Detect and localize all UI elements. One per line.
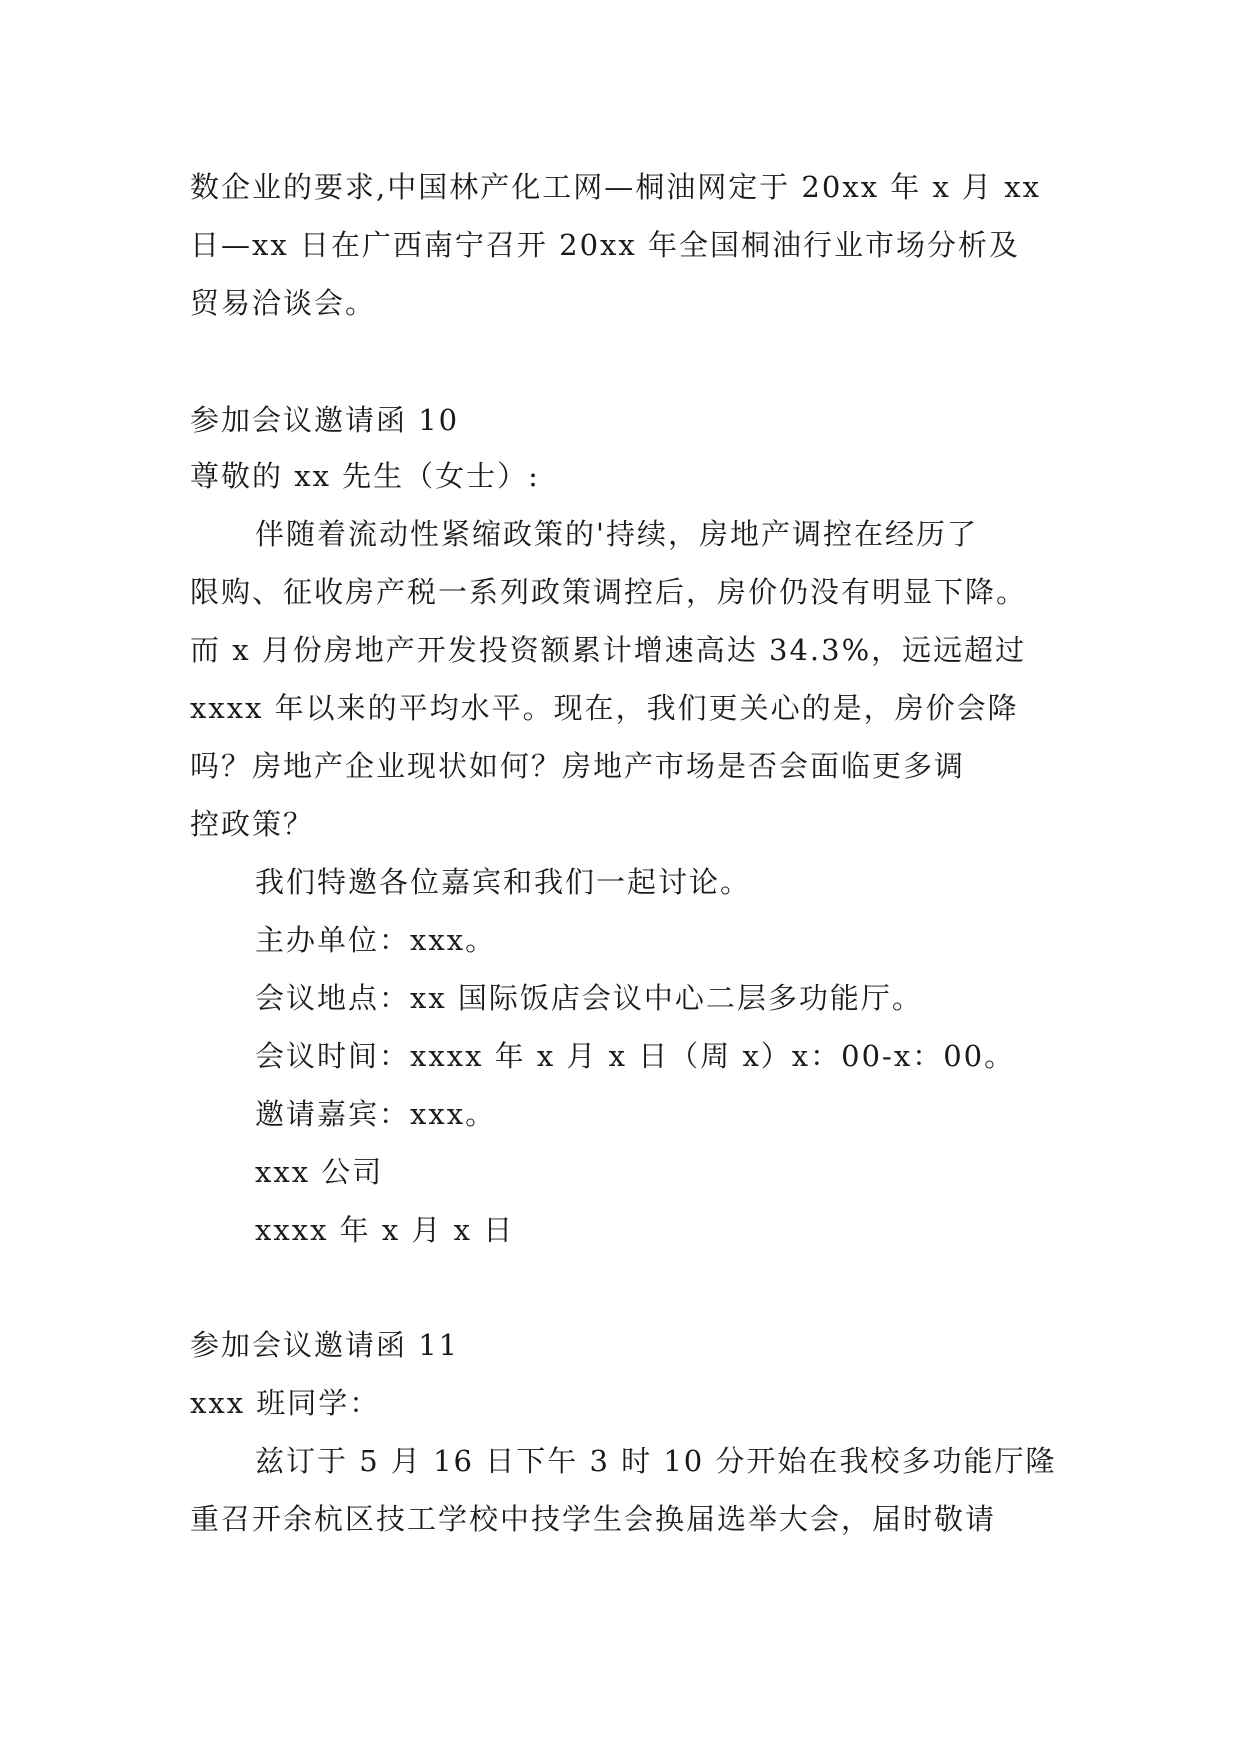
paragraph-line: 伴随着流动性紧缩政策的'持续，房地产调控在经历了 [255,517,978,551]
paragraph-line: xxxx 年以来的平均水平。现在，我们更关心的是，房价会降 [190,691,1019,725]
paragraph-line: 兹订于 5 月 16 日下午 3 时 10 分开始在我校多功能厅隆 [255,1444,1057,1478]
company-line: xxx 公司 [255,1155,384,1189]
paragraph-line: 限购、征收房产税一系列政策调控后，房价仍没有明显下降。 [190,575,1028,609]
host-line: 主办单位：xxx。 [255,923,497,957]
paragraph-line: 吗？房地产企业现状如何？房地产市场是否会面临更多调 [190,749,966,783]
section-title: 参加会议邀请函 11 [190,1328,460,1362]
salutation: xxx 班同学： [190,1386,381,1420]
guests-line: 邀请嘉宾：xxx。 [255,1097,497,1131]
section-title: 参加会议邀请函 10 [190,403,460,437]
paragraph-line: 而 x 月份房地产开发投资额累计增速高达 34.3%，远远超过 [190,633,1027,667]
invite-line: 我们特邀各位嘉宾和我们一起讨论。 [255,865,752,899]
paragraph-line: 数企业的要求,中国林产化工网—桐油网定于 20xx 年 x 月 xx [190,170,1041,204]
paragraph-line: 重召开余杭区技工学校中技学生会换届选举大会，届时敬请 [190,1502,997,1536]
venue-line: 会议地点：xx 国际饭店会议中心二层多功能厅。 [255,981,923,1015]
paragraph-line: 控政策？ [190,807,315,841]
time-line: 会议时间：xxxx 年 x 月 x 日（周 x）x：00-x：00。 [255,1039,1016,1073]
date-line: xxxx 年 x 月 x 日 [255,1213,515,1247]
paragraph-line: 日—xx 日在广西南宁召开 20xx 年全国桐油行业市场分析及 [190,228,1020,262]
salutation: 尊敬的 xx 先生（女士）: [190,459,540,493]
paragraph-line: 贸易洽谈会。 [190,286,377,320]
